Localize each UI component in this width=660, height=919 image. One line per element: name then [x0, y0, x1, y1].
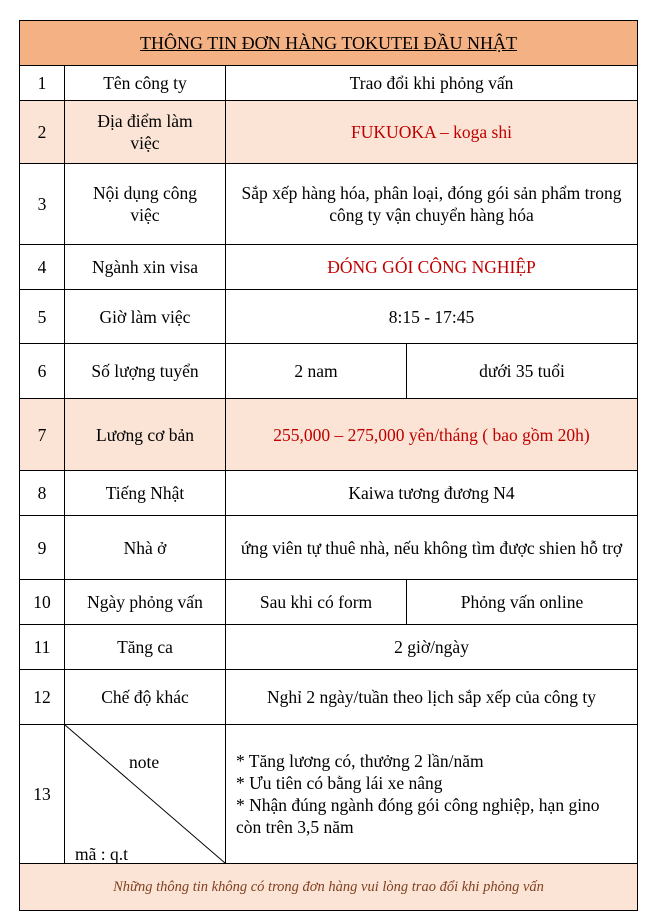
- row-value: FUKUOKA – koga shi: [226, 101, 638, 164]
- table-row: [20, 164, 638, 245]
- row-value: 255,000 – 275,000 yên/tháng ( bao gồm 20h): [226, 399, 638, 471]
- table-row: [20, 344, 638, 399]
- table-row: [20, 516, 638, 580]
- row-value: Trao đổi khi phỏng vấn: [226, 66, 638, 101]
- row-number: 11: [20, 625, 65, 670]
- row-label: Tên công ty: [65, 66, 226, 101]
- row-label: Nội dụng công việc: [65, 164, 226, 245]
- row-label: Giờ làm việc: [65, 290, 226, 344]
- row-value: Sắp xếp hàng hóa, phân loại, đóng gói sản phẩm trong công ty vận chuyển hàng hóa: [226, 164, 638, 245]
- row-number: 9: [20, 516, 65, 580]
- table-row: [20, 290, 638, 344]
- table-row: [20, 580, 638, 625]
- row-label: Chế độ khác: [65, 670, 226, 725]
- row-value: Nghỉ 2 ngày/tuần theo lịch sắp xếp của công ty: [226, 670, 638, 725]
- row-number: 3: [20, 164, 65, 245]
- row-value: Kaiwa tương đương N4: [226, 471, 638, 516]
- table-title: THÔNG TIN ĐƠN HÀNG TOKUTEI ĐẦU NHẬT: [20, 21, 638, 66]
- row-number: 5: [20, 290, 65, 344]
- row-label: Tiếng Nhật: [65, 471, 226, 516]
- row-label: Ngày phỏng vấn: [65, 580, 226, 625]
- table-row: [20, 101, 638, 164]
- note-label: note: [129, 752, 160, 772]
- row-value: 8:15 - 17:45: [226, 290, 638, 344]
- row-number: 8: [20, 471, 65, 516]
- table-row: [20, 471, 638, 516]
- table-row: [20, 399, 638, 471]
- notes-cell: [226, 725, 638, 864]
- note-line: * Ưu tiên có bằng lái xe nâng: [236, 773, 443, 793]
- row-value: ĐÓNG GÓI CÔNG NGHIỆP: [226, 245, 638, 290]
- row-label: Nhà ở: [65, 516, 226, 580]
- row-label: Ngành xin visa: [65, 245, 226, 290]
- row-number: 12: [20, 670, 65, 725]
- note-line: * Nhận đúng ngành đóng gói công nghiệp, hạn gino còn trên 3,5 năm: [236, 795, 600, 837]
- table-row: [20, 625, 638, 670]
- row-value-left: Sau khi có form: [226, 580, 407, 625]
- row-value-left: 2 nam: [226, 344, 407, 399]
- row-value-right: Phỏng vấn online: [407, 580, 638, 625]
- table-row: [20, 725, 638, 864]
- row-label: Địa điểm làm việc: [65, 101, 226, 164]
- table-row: [20, 66, 638, 101]
- row-number: 6: [20, 344, 65, 399]
- row-label: Tăng ca: [65, 625, 226, 670]
- row-number: 2: [20, 101, 65, 164]
- note-line: * Tăng lương có, thưởng 2 lần/năm: [236, 751, 484, 771]
- table-header-row: [20, 21, 638, 66]
- row-number: 1: [20, 66, 65, 101]
- row-number: 10: [20, 580, 65, 625]
- table-row: [20, 670, 638, 725]
- row-label: Lương cơ bản: [65, 399, 226, 471]
- job-order-table: [19, 20, 638, 911]
- row-label: Số lượng tuyển: [65, 344, 226, 399]
- footer-note: Những thông tin không có trong đơn hàng vui lòng trao đổi khi phỏng vấn: [20, 864, 638, 911]
- row-number: 7: [20, 399, 65, 471]
- row-value-right: dưới 35 tuổi: [407, 344, 638, 399]
- code-label: mã : q.t: [75, 844, 128, 864]
- row-value: 2 giờ/ngày: [226, 625, 638, 670]
- footer-row: [20, 864, 638, 911]
- row-value: ứng viên tự thuê nhà, nếu không tìm được shien hỗ trợ: [226, 516, 638, 580]
- table-row: [20, 245, 638, 290]
- row-number: 13: [20, 725, 65, 864]
- diagonal-note-cell: [65, 725, 226, 864]
- row-number: 4: [20, 245, 65, 290]
